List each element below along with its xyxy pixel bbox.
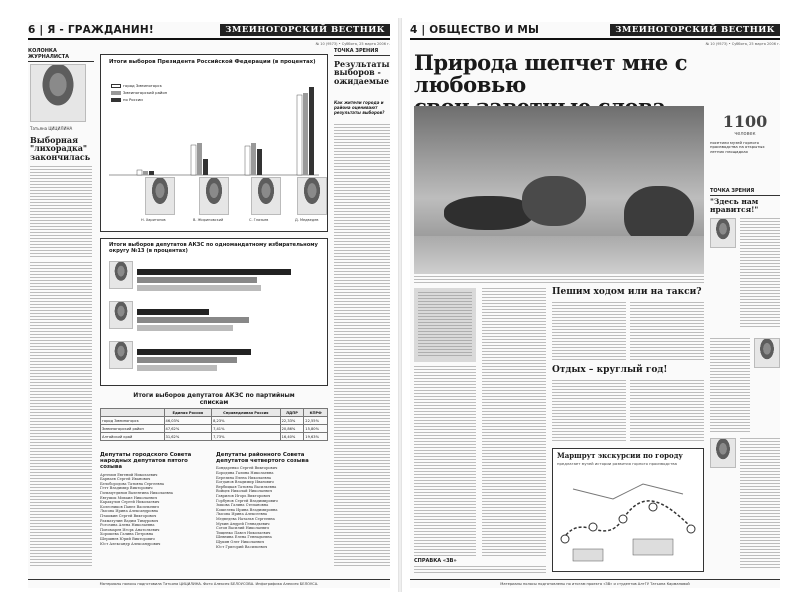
list-item: Артемов Евгений Николаевич	[100, 472, 158, 477]
list-item: Лысова Ирина Александровна	[100, 509, 159, 514]
legend-label-district: Змеиногорский район	[123, 90, 168, 95]
route-point	[619, 515, 627, 523]
legend-label-russia: по России	[123, 97, 143, 102]
candidate-caption: Д. Медведев	[295, 218, 319, 222]
right-pov-text	[710, 338, 750, 432]
interviewee-photo	[754, 338, 780, 368]
article-column-1	[414, 366, 476, 556]
district-council-names	[216, 466, 328, 549]
right-page-rubric: 4 | ОБЩЕСТВО И МЫ	[410, 24, 540, 36]
list-item: Белобородова Татьяна Сергеевна	[100, 481, 164, 486]
route-point	[649, 503, 657, 511]
list-item: Рахматулин Вадим Тимурович	[100, 518, 159, 523]
map-building	[573, 549, 603, 561]
route-point	[561, 535, 569, 543]
candidate-photo	[199, 177, 229, 215]
table-cell: 19,63%	[304, 433, 328, 441]
table-cell: 16,40%	[280, 433, 304, 441]
right-masthead: ЗМЕИНОГОРСКИЙ ВЕСТНИК	[610, 24, 780, 36]
candidate-photo	[145, 177, 175, 215]
table-cell: 22,55%	[304, 417, 328, 425]
table-row	[101, 417, 328, 425]
list-item: Медведева Наталья Сергеевна	[216, 516, 275, 521]
bar	[309, 87, 314, 175]
list-item: Пташкин Сергей Викторович	[100, 513, 157, 518]
deputy-photo	[109, 301, 133, 329]
table-cell: 8,23%	[212, 417, 281, 425]
table-cell: 7,41%	[212, 425, 281, 433]
list-item: Гетт Владимир Викторович	[100, 486, 153, 491]
table-cell: 20,86%	[280, 425, 304, 433]
candidate-photo	[251, 177, 281, 215]
list-item: Юст Александр Александрович	[100, 541, 161, 546]
chart1-title: Итоги выборов Президента Российской Федерации (в процентах)	[109, 59, 316, 65]
presidential-election-chart	[100, 54, 328, 232]
city-council-list	[100, 452, 210, 574]
list-item: Юст Григорий Васильевич	[216, 544, 268, 549]
right-pov-text	[740, 218, 780, 328]
stat-unit: человек	[734, 130, 756, 137]
table-cell: Змеиногорский район	[101, 425, 165, 433]
bar	[191, 145, 196, 175]
list-item: Зыкова Галина Степановна	[216, 503, 269, 508]
table-cell: город Змеиногорск	[101, 417, 165, 425]
headline-line-1: Природа шепчет мне с любовью	[414, 50, 688, 98]
right-dateline: № 10 (9573) • Суббота, 25 марта 2006 г.	[705, 42, 780, 46]
article2-text	[630, 380, 704, 442]
journalist-caption: Татьяна ЦИЦИЛИНА	[30, 126, 73, 131]
article2-text	[552, 380, 626, 442]
journalist-headline: Выборная "лихорадка" закончилась	[30, 135, 91, 162]
map-building	[633, 539, 673, 555]
intro-box	[414, 288, 476, 362]
candidate-caption: С. Глазьев	[249, 218, 269, 222]
reference-label: СПРАВКА «ЗВ»	[414, 558, 457, 564]
interviewee-photo	[710, 218, 736, 248]
right-page	[410, 22, 780, 588]
right-pov-label: ТОЧКА ЗРЕНИЯ	[710, 188, 780, 196]
stat-number: 1100	[722, 112, 768, 131]
route-line	[563, 501, 693, 539]
table-header-cell: Справедливая Россия	[212, 409, 281, 417]
list-item: Колесников Павел Васильевич	[100, 504, 159, 509]
candidate-caption: Н. Харитонов	[141, 218, 166, 222]
map-subtitle: предлагает музей истории развития горного производства	[557, 461, 677, 466]
stat-block	[710, 114, 780, 155]
table-cell: 22,33%	[280, 417, 304, 425]
bar	[297, 95, 302, 175]
table-cell: 15,80%	[304, 425, 328, 433]
table-header-cell: Единая Россия	[164, 409, 212, 417]
bar	[137, 357, 237, 363]
list-item: Шершнев Юрий Викторович	[100, 536, 155, 541]
right-page-footer: Материалы полосы подготовлены по итогам проекта «ЗВ» и студентов АлтГУ Татьяна Кармановой	[410, 579, 780, 588]
deputy-photo	[109, 261, 133, 289]
deputy-photo	[109, 341, 133, 369]
point-of-view-label: ТОЧКА ЗРЕНИЯ	[334, 48, 390, 56]
list-item: Бондаренко Сергей Викторович	[216, 466, 278, 471]
reference-text	[414, 566, 546, 574]
district-council-list	[216, 452, 328, 574]
list-item: Евтушок Михаил Николаевич	[100, 495, 157, 500]
bar	[137, 170, 142, 175]
list-item: Хорошева Галина Петровна	[100, 532, 154, 537]
intro-text	[418, 292, 472, 358]
excursion-map	[552, 448, 704, 572]
left-page-header	[28, 22, 390, 40]
list-item: Богданов Владимир Иванович	[216, 480, 274, 485]
photo-figure	[522, 176, 586, 226]
point-of-view-question: Как жители города и района оценивают результаты выборов?	[334, 100, 385, 115]
left-dateline: № 10 (9573) • Суббота, 25 марта 2006 г.	[315, 42, 390, 46]
point-of-view-column	[334, 48, 390, 578]
bar	[149, 171, 154, 175]
bar	[143, 171, 148, 175]
legend-label-city: город Змеиногорск	[123, 83, 162, 88]
left-page-rubric: 6 | Я - ГРАЖДАНИН!	[28, 24, 154, 36]
table-row	[101, 425, 328, 433]
chart2-bars	[137, 257, 327, 387]
interviewee-photo	[710, 438, 736, 468]
list-item: Сотов Василий Николаевич	[216, 526, 269, 531]
page-gutter	[398, 18, 402, 592]
main-photo-caption	[414, 276, 704, 284]
table-cell: 7,73%	[212, 433, 281, 441]
map-title: Маршрут экскурсии по городу	[557, 451, 683, 460]
city-council-names	[100, 473, 210, 547]
bar	[137, 309, 209, 315]
bar	[137, 349, 251, 355]
right-point-of-view	[710, 188, 780, 578]
list-item: Бородина Галина Николаевна	[216, 471, 274, 475]
article1-text	[552, 302, 626, 360]
map-graphic	[553, 469, 703, 569]
table-header-cell: КПРФ	[304, 409, 328, 417]
right-pov-headline: "Здесь нам нравится!"	[710, 197, 759, 214]
journalist-lead-text	[30, 166, 92, 258]
table-cell: 31,62%	[164, 433, 212, 441]
left-page	[28, 22, 390, 588]
bar	[137, 317, 249, 323]
list-item: Барнаев Сергей Иванович	[100, 477, 151, 482]
bar	[137, 365, 217, 371]
list-item: Горбунов Сергей Владимирович	[216, 498, 278, 503]
list-item: Щукин Олег Николаевич	[216, 539, 265, 544]
journalist-column-label: КОЛОНКА ЖУРНАЛИСТА	[28, 48, 94, 62]
bar	[137, 277, 257, 283]
photo-ground	[414, 236, 704, 274]
bar	[257, 149, 262, 175]
list-item: Рогозина Алена Николаевна	[100, 523, 155, 528]
table-row	[101, 433, 328, 441]
journalist-body-text	[30, 262, 92, 568]
list-item: Гильмутдинов Валентина Николаевна	[100, 490, 173, 495]
chart2-title: Итоги выборов депутатов АКЗС по одномандатному избирательному округу №13 (в процентах)	[109, 242, 318, 255]
party-results-table	[100, 408, 328, 441]
table-cell: Алтайский край	[101, 433, 165, 441]
journalist-column	[28, 48, 94, 578]
list-item: Шевнина Елена Геннадьевна	[216, 535, 272, 540]
list-item: Березина Елена Николаевна	[216, 475, 271, 480]
left-page-footer: Материалы полосы подготовила Татьяна ЦИЦИЛИНА. Фото Алексея БЕЛОУСОВА. Инфографика Алексея БЕЛОУСА.	[28, 579, 390, 588]
table-header-cell	[101, 409, 165, 417]
bar	[303, 93, 308, 175]
bar	[137, 285, 261, 291]
list-item: Кошелева Ирина Владимировна	[216, 507, 278, 512]
list-item: Мухин Андрей Геннадьевич	[216, 521, 270, 526]
list-item: Вербицкая Татьяна Васильевна	[216, 484, 277, 489]
article1-headline: Пешим ходом или на такси?	[552, 287, 702, 297]
reference-box	[414, 558, 546, 576]
bar	[197, 143, 202, 175]
left-masthead: ЗМЕИНОГОРСКИЙ ВЕСТНИК	[220, 24, 390, 36]
table-cell: 46,03%	[164, 417, 212, 425]
party-list-results	[100, 390, 328, 441]
list-item: Гаврилов Игорь Викторович	[216, 493, 271, 498]
district-election-chart	[100, 238, 328, 386]
route-point	[687, 525, 695, 533]
candidate-caption: В. Жириновский	[193, 218, 224, 222]
list-item: Войцех Николай Николаевич	[216, 489, 272, 494]
article2-headline: Отдых – круглый год!	[552, 365, 668, 375]
photo-figure	[444, 196, 534, 230]
stat-caption: посетили музей горного производства на открытых летних площадках	[710, 139, 765, 154]
bar	[137, 269, 291, 275]
bar	[203, 159, 208, 175]
list-item: Тищенко Павел Николаевич	[216, 530, 271, 535]
route-point	[589, 523, 597, 531]
bar	[137, 325, 233, 331]
article1-text	[630, 302, 704, 360]
party-table-title: Итоги выборов депутатов АКЗС по партийным спискам	[133, 392, 295, 406]
list-item: Каракулов Сергей Николаевич	[100, 500, 160, 505]
article-column-2	[482, 288, 546, 556]
journalist-portrait	[30, 64, 86, 122]
point-of-view-body	[334, 124, 390, 568]
district-council-title: Депутаты районного Совета депутатов четвертого созыва	[216, 452, 309, 465]
list-item: Пономарев Игорь Анатольевич	[100, 527, 160, 532]
list-item: Лысова Ирина Алексеевна	[216, 512, 268, 517]
table-header-row	[101, 409, 328, 417]
city-council-title: Депутаты городского Совета народных депутатов пятого созыва	[100, 452, 192, 471]
bar	[245, 146, 250, 175]
main-photo	[414, 106, 704, 274]
table-cell: 47,62%	[164, 425, 212, 433]
right-page-header	[410, 22, 780, 40]
bar	[251, 143, 256, 175]
street-line	[573, 484, 683, 499]
table-header-cell: ЛДПР	[280, 409, 304, 417]
candidate-photo	[297, 177, 327, 215]
point-of-view-headline: Результаты выборов - ожидаемые	[334, 59, 390, 86]
right-pov-text	[740, 438, 780, 568]
